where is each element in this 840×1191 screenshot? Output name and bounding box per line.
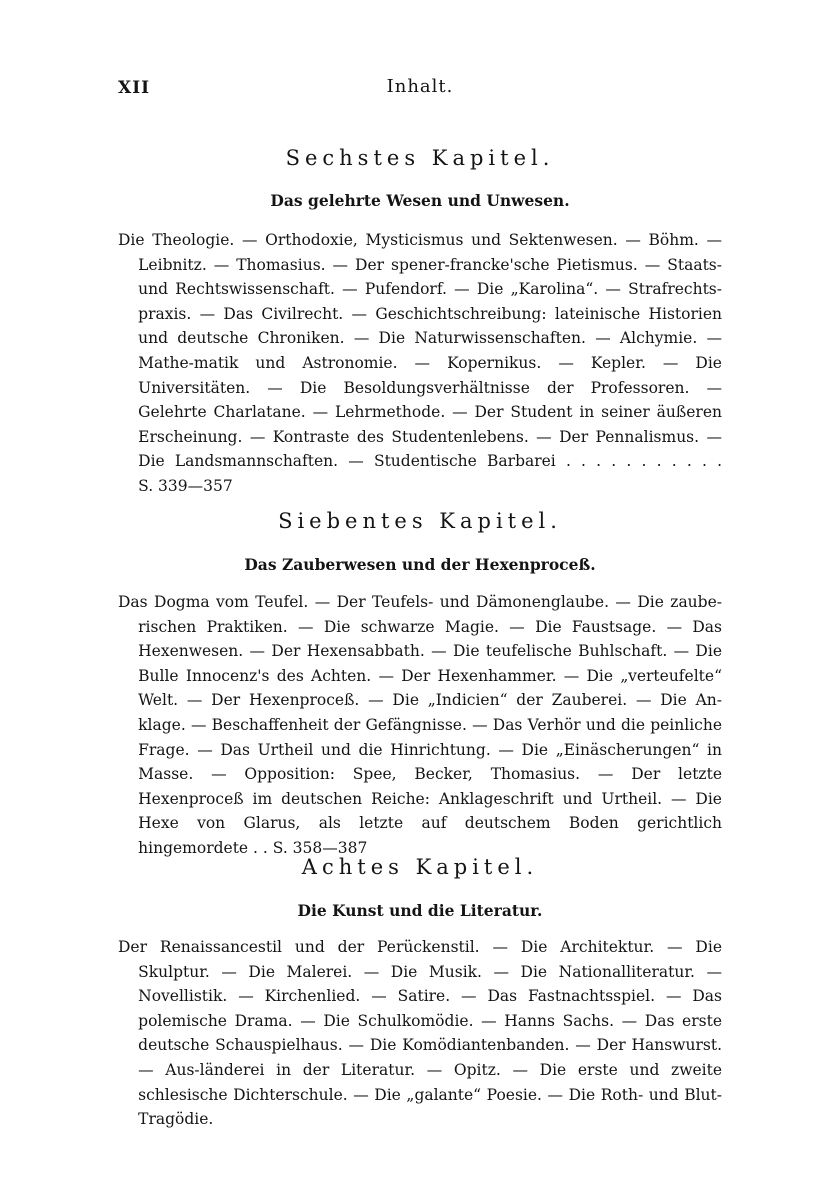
chapter-8-contents	[118, 935, 722, 1132]
chapter-7-contents-text: Das Dogma vom Teufel. — Der Teufels- und Dämonenglaube. — Die zaube-rischen Praktiken. — Die schwarze Magie. — Die Faustsage. — Das Hexenwesen. — Der Hexensabbath. — Die teufelische Buhlschaft. — Die Bulle Innocenz's des Achten. — Der Hexenhammer. — Die „verteufelte“ Welt. — Der Hexenproceß. — Die „Indicien“ der Zauberei. — Die An-klage. — Beschaffenheit der Gefängnisse. — Das Verhör und die peinliche Frage. — Das Urtheil und die Hinrichtung. — Die „Einäscherungen“ in Masse. — Opposition: Spee, Becker, Thomasius. — Der letzte Hexenproceß im deutschen Reiche: Anklageschrift und Urtheil. — Die Hexe von Glarus, als letzte auf deutschem Boden gerichtlich hingemordete . .	[118, 593, 722, 857]
chapter-7-section	[118, 509, 722, 861]
chapter-6-subtitle: Das gelehrte Wesen und Unwesen.	[270, 191, 570, 210]
chapter-8-title: Achtes Kapitel.	[301, 855, 539, 879]
chapter-6-contents	[118, 228, 722, 499]
chapter-7-title: Siebentes Kapitel.	[278, 509, 562, 533]
chapter-8-subtitle: Die Kunst und die Literatur.	[297, 901, 543, 920]
chapter-8-section	[118, 855, 722, 1132]
chapter-6-contents-text: Die Theologie. — Orthodoxie, Mysticismus und Sektenwesen. — Böhm. — Leibnitz. — Thomasius. — Der spener-francke'sche Pietismus. — Staats- und Rechtswissenschaft. — Pufendorf. — Die „Karolina“. — Strafrechts-praxis. — Das Civilrecht. — Geschichtschreibung: lateinische Historien und deutsche Chroniken. — Die Naturwissenschaften. — Alchymie. — Mathe-matik und Astronomie. — Kopernikus. — Kepler. — Die Universitäten. — Die Besoldungsverhältnisse der Professoren. — Gelehrte Charlatane. — Lehrmethode. — Der Student in seiner äußeren Erscheinung. — Kontraste des Studentenlebens. — Der Pennalismus. — Die Landsmannschaften. — Studentische Barbarei . . . . . . . . . . .	[118, 231, 722, 471]
chapter-6-title: Sechstes Kapitel.	[285, 146, 555, 170]
running-title: Inhalt.	[386, 76, 454, 97]
chapter-7-contents	[118, 590, 722, 861]
chapter-8-contents-text: Der Renaissancestil und der Perückenstil. — Die Architektur. — Die Skulptur. — Die Malerei. — Die Musik. — Die Nationalliteratur. — Novellistik. — Kirchenlied. — Satire. — Das Fastnachtsspiel. — Das polemische Drama. — Die Schulkomödie. — Hanns Sachs. — Das erste deutsche Schauspielhaus. — Die Komödiantenbanden. — Der Hanswurst. — Aus-länderei in der Literatur. — Opitz. — Die erste und zweite schlesische Dichterschule. — Die „galante“ Poesie. — Die Roth- und Blut-Tragödie.	[118, 938, 722, 1129]
chapter-7-page-range: S. 358—387	[272, 838, 368, 857]
chapter-7-subtitle: Das Zauberwesen und der Hexenproceß.	[244, 555, 596, 574]
page-number: XII	[118, 78, 151, 98]
chapter-6-page-range: S. 339—357	[138, 476, 233, 495]
chapter-6-section	[118, 146, 722, 499]
